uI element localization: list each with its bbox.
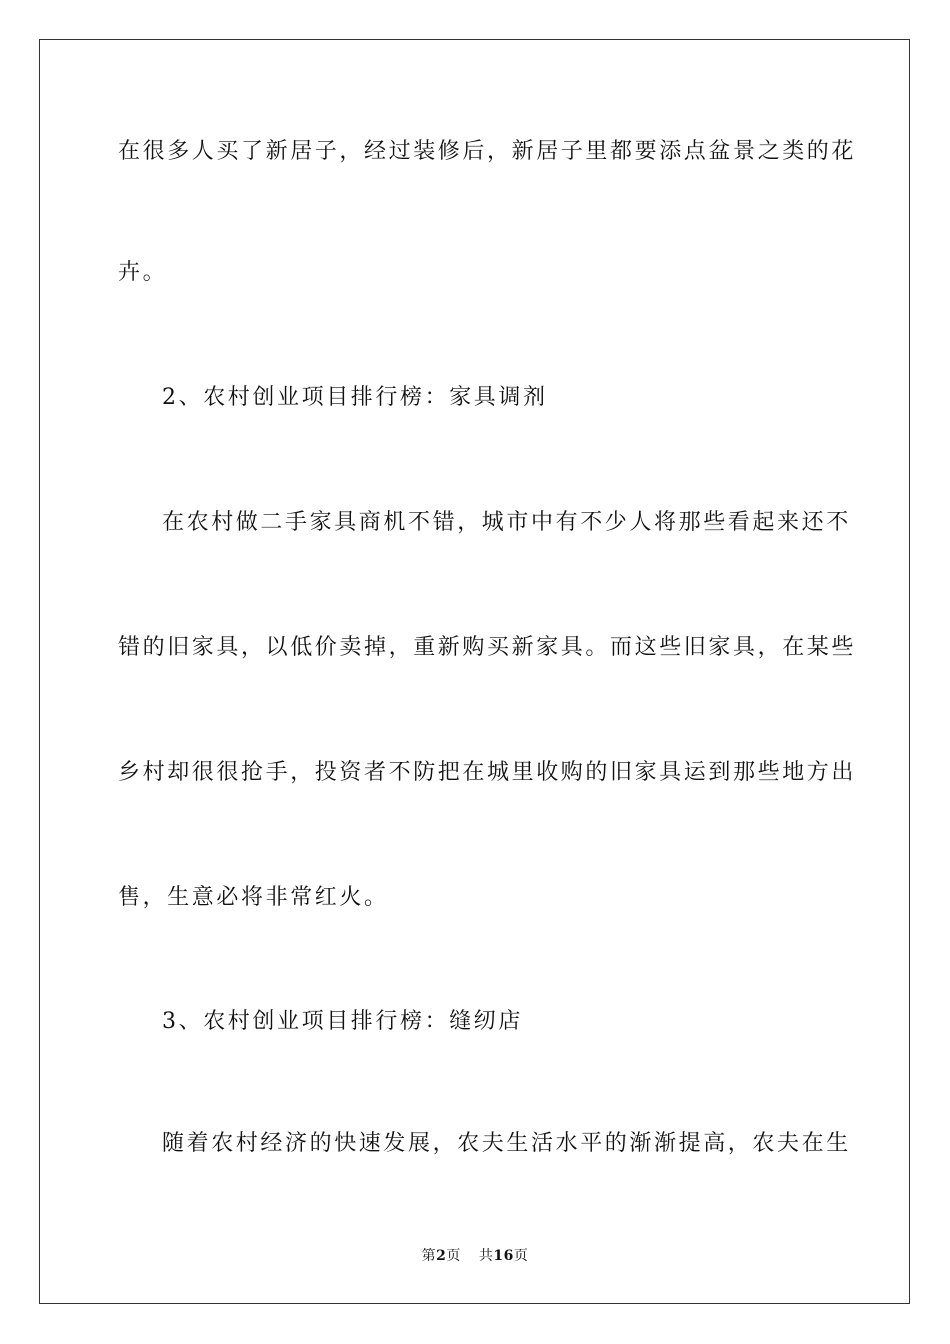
page-number: 2 — [436, 1248, 447, 1264]
page-suffix: 页 — [446, 1248, 461, 1264]
total-pages: 16 — [493, 1248, 514, 1264]
page-border — [39, 39, 910, 1304]
paragraph-line: 卉。 — [118, 260, 168, 285]
total-prefix: 共 — [478, 1248, 494, 1264]
section-heading: 2、农村创业项目排行榜：家具调剂 — [162, 385, 548, 410]
paragraph-line: 随着农村经济的快速发展，农夫生活水平的渐渐提高，农夫在生 — [162, 1131, 851, 1156]
paragraph-line: 错的旧家具，以低价卖掉，重新购买新家具。而这些旧家具，在某些 — [118, 635, 857, 660]
total-suffix: 页 — [513, 1248, 529, 1264]
page-prefix: 第 — [421, 1248, 437, 1264]
paragraph-line: 乡村却很很抢手，投资者不防把在城里收购的旧家具运到那些地方出 — [118, 760, 857, 785]
section-heading: 3、农村创业项目排行榜：缝纫店 — [162, 1009, 523, 1034]
page-footer — [0, 1246, 950, 1266]
paragraph-line: 在很多人买了新居子，经过装修后，新居子里都要添点盆景之类的花 — [118, 139, 857, 164]
paragraph-line: 售，生意必将非常红火。 — [118, 885, 389, 910]
paragraph-line: 在农村做二手家具商机不错，城市中有不少人将那些看起来还不 — [162, 510, 851, 535]
